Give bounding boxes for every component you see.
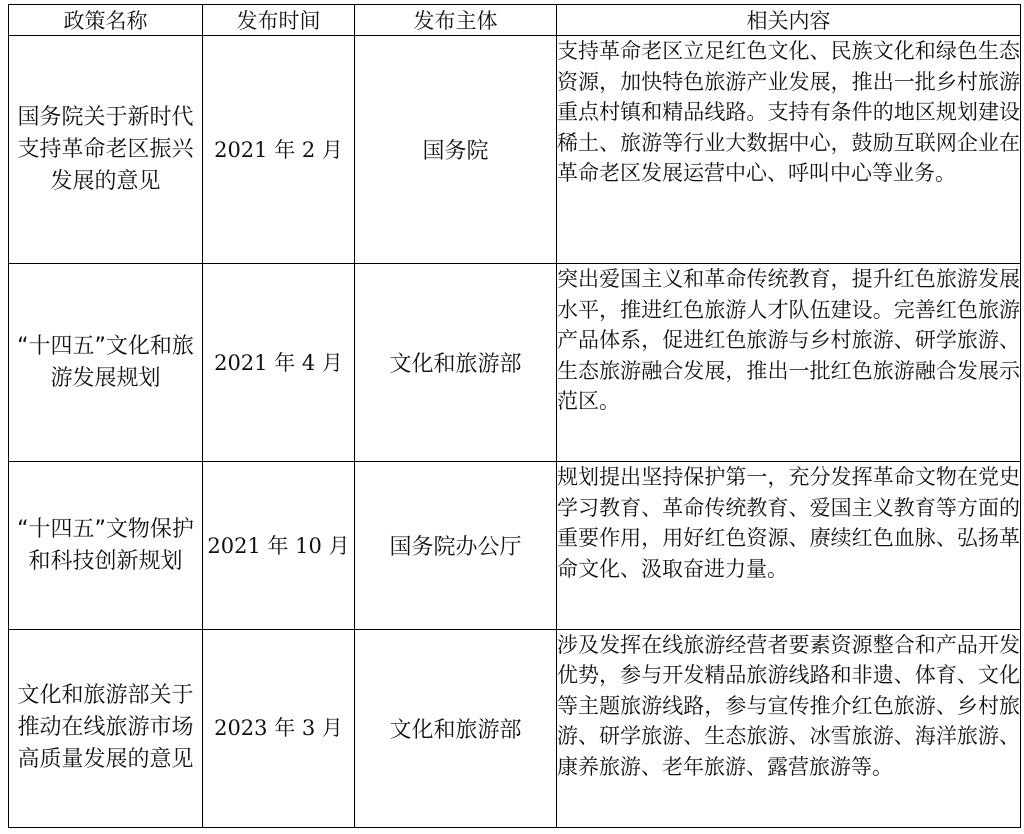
table-row [9, 36, 1021, 264]
header-policy-name: 政策名称 [9, 5, 203, 36]
table-row [9, 264, 1021, 462]
issuer-cell: 国务院办公厅 [355, 462, 557, 630]
policy-name-cell: 国务院关于新时代支持革命老区振兴发展的意见 [9, 36, 203, 264]
table-row [9, 462, 1021, 630]
issuer-cell: 国务院 [355, 36, 557, 264]
header-content: 相关内容 [557, 5, 1021, 36]
policy-name-cell: “十四五”文物保护和科技创新规划 [9, 462, 203, 630]
table-row [9, 629, 1021, 827]
header-row [9, 5, 1021, 36]
issuer-cell: 文化和旅游部 [355, 264, 557, 462]
release-date-cell: 2023 年 3 月 [203, 629, 355, 827]
header-release-date: 发布时间 [203, 5, 355, 36]
release-date-cell: 2021 年 2 月 [203, 36, 355, 264]
content-cell: 涉及发挥在线旅游经营者要素资源整合和产品开发优势，参与开发精品旅游线路和非遗、体育、文化等主题旅游线路，参与宣传推介红色旅游、乡村旅游、研学旅游、生态旅游、冰雪旅游、海洋旅游、康养旅游、老年旅游、露营旅游等。 [557, 629, 1021, 827]
release-date-cell: 2021 年 10 月 [203, 462, 355, 630]
policy-name-cell: “十四五”文化和旅游发展规划 [9, 264, 203, 462]
content-cell: 突出爱国主义和革命传统教育，提升红色旅游发展水平，推进红色旅游人才队伍建设。完善红色旅游产品体系，促进红色旅游与乡村旅游、研学旅游、生态旅游融合发展，推出一批红色旅游融合发展示范区。 [557, 264, 1021, 462]
issuer-cell: 文化和旅游部 [355, 629, 557, 827]
content-cell: 规划提出坚持保护第一，充分发挥革命文物在党史学习教育、革命传统教育、爱国主义教育等方面的重要作用，用好红色资源、赓续红色血脉、弘扬革命文化、汲取奋进力量。 [557, 462, 1021, 630]
header-issuer: 发布主体 [355, 5, 557, 36]
release-date-cell: 2021 年 4 月 [203, 264, 355, 462]
policy-name-cell: 文化和旅游部关于推动在线旅游市场高质量发展的意见 [9, 629, 203, 827]
content-cell: 支持革命老区立足红色文化、民族文化和绿色生态资源，加快特色旅游产业发展，推出一批乡村旅游重点村镇和精品线路。支持有条件的地区规划建设稀土、旅游等行业大数据中心，鼓励互联网企业在革命老区发展运营中心、呼叫中心等业务。 [557, 36, 1021, 264]
policy-table [8, 4, 1021, 828]
